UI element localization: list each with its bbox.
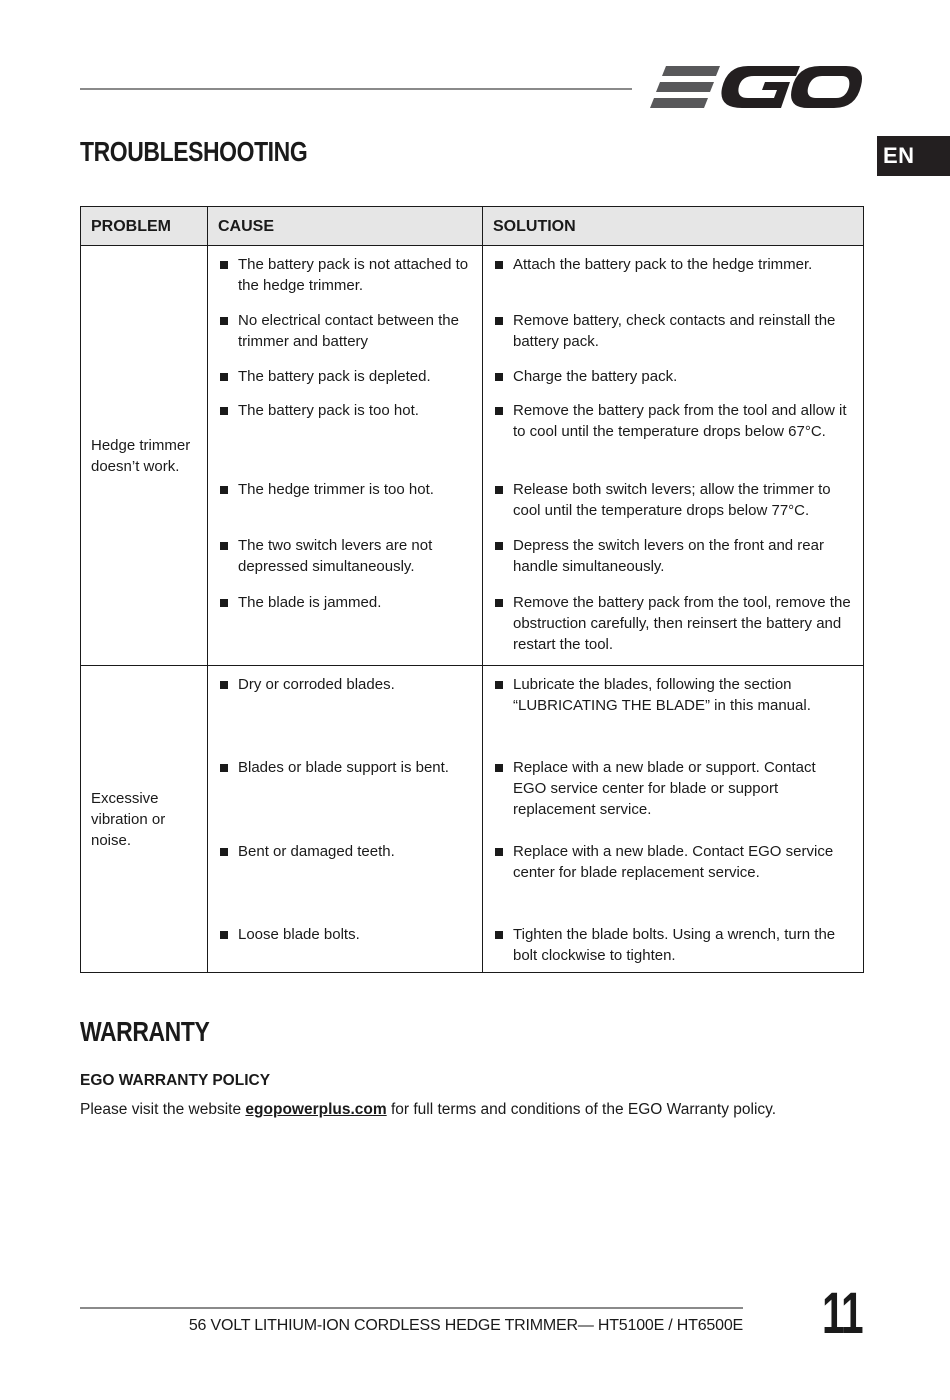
bullet-icon [495,931,503,939]
list-item: The battery pack is too hot. [220,400,472,479]
bullet-icon [220,681,228,689]
list-item: Blades or blade support is bent. [220,757,472,841]
list-item: The two switch levers are not depressed simultaneously. [220,535,472,592]
column-header-solution: SOLUTION [483,207,864,246]
bullet-icon [220,261,228,269]
ego-logo [650,62,862,114]
list-item: The blade is jammed. [220,592,472,656]
bullet-icon [220,931,228,939]
list-item: Lubricate the blades, following the section “LUBRICATING THE BLADE” in this manual. [495,674,853,757]
bullet-icon [495,848,503,856]
list-item: No electrical contact between the trimmer and battery [220,310,472,366]
bullet-icon [220,407,228,415]
bullet-icon [495,407,503,415]
header-rule [80,88,632,90]
footer-rule [80,1307,743,1309]
bullet-icon [495,764,503,772]
bullet-icon [495,373,503,381]
troubleshooting-table [80,206,864,973]
page-number: 11 [822,1281,863,1346]
bullet-icon [220,373,228,381]
warranty-policy-heading: EGO WARRANTY POLICY [80,1072,271,1089]
warranty-text: Please visit the website egopowerplus.com for full terms and conditions of the EGO Warranty policy. [80,1101,777,1118]
list-item: Remove the battery pack from the tool and allow it to cool until the temperature drops below 67°C. [495,400,853,479]
bullet-icon [220,542,228,550]
problem-cell: Excessive vibration or noise. [81,666,208,973]
list-item: Attach the battery pack to the hedge trimmer. [495,254,853,310]
website-link[interactable]: egopowerplus.com [245,1101,387,1118]
warranty-title: WARRANTY [80,1016,210,1047]
table-header-row [81,207,864,246]
list-item: The hedge trimmer is too hot. [220,479,472,535]
list-item: Charge the battery pack. [495,366,853,400]
language-tab: EN [877,136,950,176]
footer-title: 56 VOLT LITHIUM-ION CORDLESS HEDGE TRIMMER— HT5100E / HT6500E [188,1317,743,1334]
bullet-icon [220,317,228,325]
cause-cell [208,246,483,666]
list-item: Depress the switch levers on the front and rear handle simultaneously. [495,535,853,592]
solution-cell [483,666,864,973]
list-item: Remove battery, check contacts and reinstall the battery pack. [495,310,853,366]
table-row [81,246,864,666]
table-row [81,666,864,973]
bullet-icon [495,261,503,269]
list-item: Bent or damaged teeth. [220,841,472,924]
troubleshooting-title: TROUBLESHOOTING [80,136,308,167]
list-item: Dry or corroded blades. [220,674,472,757]
list-item: Replace with a new blade. Contact EGO service center for blade replacement service. [495,841,853,924]
bullet-icon [495,542,503,550]
bullet-icon [220,848,228,856]
solution-cell [483,246,864,666]
problem-cell: Hedge trimmer doesn’t work. [81,246,208,666]
list-item: Replace with a new blade or support. Contact EGO service center for blade or support replacement service. [495,757,853,841]
bullet-icon [220,486,228,494]
list-item: The battery pack is not attached to the hedge trimmer. [220,254,472,310]
bullet-icon [220,599,228,607]
cause-cell [208,666,483,973]
bullet-icon [495,599,503,607]
list-item: Release both switch levers; allow the trimmer to cool until the temperature drops below 77°C. [495,479,853,535]
bullet-icon [220,764,228,772]
list-item: Tighten the blade bolts. Using a wrench, turn the bolt clockwise to tighten. [495,924,853,966]
bullet-icon [495,681,503,689]
bullet-icon [495,486,503,494]
bullet-icon [495,317,503,325]
list-item: Remove the battery pack from the tool, remove the obstruction carefully, then reinsert the battery and restart the tool. [495,592,853,656]
list-item: The battery pack is depleted. [220,366,472,400]
column-header-cause: CAUSE [208,207,483,246]
column-header-problem: PROBLEM [81,207,208,246]
list-item: Loose blade bolts. [220,924,472,966]
